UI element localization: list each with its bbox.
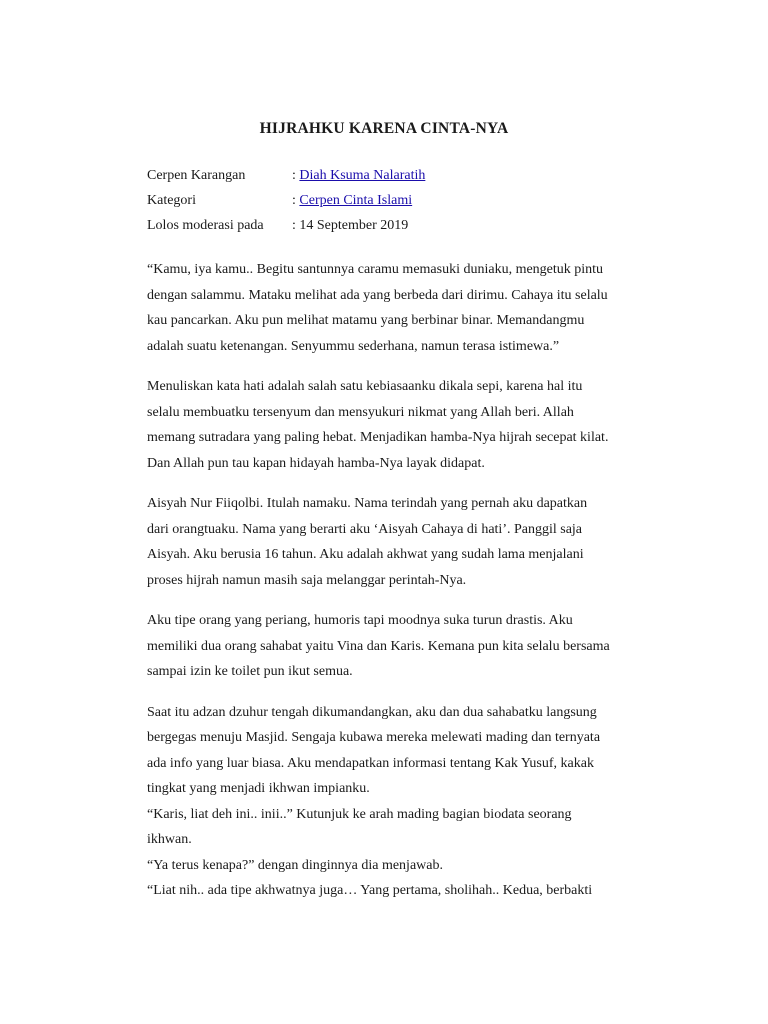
meta-separator: : <box>292 193 300 208</box>
meta-separator: : <box>292 218 300 233</box>
dialog-line: “Karis, liat deh ini.. inii..” Kutunjuk ke arah mading bagian biodata seorang <box>147 806 572 822</box>
text-line: memiliki dua orang sahabat yaitu Vina dan Karis. Kemana pun kita selalu bersama <box>147 638 610 654</box>
story-body <box>147 257 667 919</box>
text-line: sampai izin ke toilet pun ikut semua. <box>147 664 353 679</box>
text-line: adalah suatu ketenangan. Senyummu sederhana, namun terasa istimewa.” <box>147 338 560 354</box>
meta-separator: : <box>292 168 300 183</box>
dialog-line: ikhwan. <box>147 832 192 847</box>
meta-label: Kategori <box>147 193 196 208</box>
text-line: Saat itu adzan dzuhur tengah dikumandangkan, aku dan dua sahabatku langsung <box>147 704 597 720</box>
text-line: bergegas menuju Masjid. Sengaja kubawa mereka melewati mading dan ternyata <box>147 730 601 745</box>
text-line: proses hijrah namun masih saja melanggar perintah-Nya. <box>147 572 467 588</box>
text-line: memang sutradara yang paling hebat. Menjadikan hamba-Nya hijrah secepat kilat. <box>147 430 609 445</box>
text-line: kau pancarkan. Aku pun melihat matamu yang berbinar binar. Memandangmu <box>147 313 585 328</box>
meta-label: Lolos moderasi pada <box>147 218 264 233</box>
text-line: dari orangtuaku. Nama yang berarti aku ‘Aisyah Cahaya di hati’. Panggil saja <box>147 521 583 537</box>
text-line: ada info yang luar biasa. Aku mendapatkan informasi tentang Kak Yusuf, kakak <box>147 755 594 771</box>
text-line: dengan salammu. Mataku melihat ada yang berbeda dari dirimu. Cahaya itu selalu <box>147 287 608 303</box>
text-line: tingkat yang menjadi ikhwan impianku. <box>147 781 370 796</box>
category-link[interactable]: Cerpen Cinta Islami <box>299 193 413 208</box>
text-line: Aisyah Nur Fiiqolbi. Itulah namaku. Nama terindah yang pernah aku dapatkan <box>147 496 588 511</box>
story-title: HIJRAHKU KARENA CINTA-NYA <box>259 120 509 137</box>
meta-date-row <box>147 216 425 241</box>
paragraph <box>147 257 667 359</box>
meta-author-row <box>147 166 425 191</box>
text-line: Menuliskan kata hati adalah salah satu kebiasaanku dikala sepi, karena hal itu <box>147 379 583 394</box>
story-meta <box>147 166 425 241</box>
text-line: Aku tipe orang yang periang, humoris tapi moodnya suka turun drastis. Aku <box>147 613 573 628</box>
paragraph <box>147 491 667 593</box>
paragraph <box>147 374 667 476</box>
moderation-date: 14 September 2019 <box>299 218 409 233</box>
meta-label: Cerpen Karangan <box>147 168 246 183</box>
paragraph <box>147 700 667 904</box>
dialog-line: “Liat nih.. ada tipe akhwatnya juga… Yang pertama, sholihah.. Kedua, berbakti <box>147 883 593 898</box>
text-line: Dan Allah pun tau kapan hidayah hamba-Nya layak didapat. <box>147 455 485 471</box>
meta-category-row <box>147 191 425 216</box>
paragraph <box>147 608 667 685</box>
text-line: “Kamu, iya kamu.. Begitu santunnya caramu memasuki duniaku, mengetuk pintu <box>147 262 604 277</box>
author-link[interactable]: Diah Ksuma Nalaratih <box>299 168 426 183</box>
text-line: Aisyah. Aku berusia 16 tahun. Aku adalah akhwat yang sudah lama menjalani <box>147 547 584 562</box>
dialog-line: “Ya terus kenapa?” dengan dinginnya dia menjawab. <box>147 857 443 873</box>
text-line: selalu membuatku tersenyum dan mensyukuri nikmat yang Allah beri. Allah <box>147 404 574 420</box>
